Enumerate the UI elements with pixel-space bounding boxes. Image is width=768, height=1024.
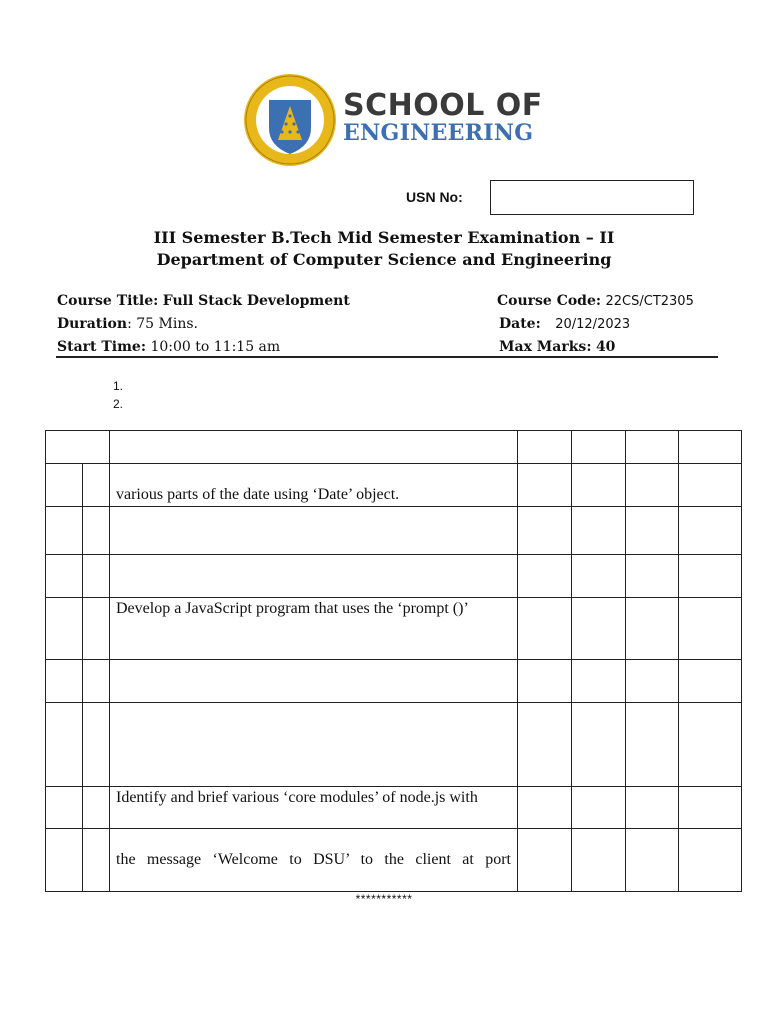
table-cell <box>679 598 742 660</box>
table-cell <box>518 555 572 598</box>
question-cell: Identify and brief various ‘core modules’ of node.js with <box>110 787 518 829</box>
table-cell <box>518 829 572 892</box>
header-divider <box>56 356 718 358</box>
table-cell <box>679 464 742 507</box>
note-item-2: 2. <box>113 397 124 411</box>
table-cell <box>626 507 679 555</box>
course-title-label: Course Title: <box>57 293 159 309</box>
school-name-line1: SCHOOL OF <box>343 88 543 123</box>
table-cell <box>572 598 626 660</box>
table-cell <box>626 829 679 892</box>
end-of-paper-marker: *********** <box>355 892 413 906</box>
table-cell <box>83 555 110 598</box>
question-cell <box>110 703 518 787</box>
table-cell <box>46 598 83 660</box>
table-cell <box>83 598 110 660</box>
table-cell <box>679 829 742 892</box>
table-cell <box>679 555 742 598</box>
table-row <box>46 464 742 507</box>
usn-input-box[interactable] <box>490 180 694 215</box>
table-cell <box>679 703 742 787</box>
table-cell <box>83 829 110 892</box>
duration-label: Duration <box>57 316 128 332</box>
course-title <box>57 293 350 309</box>
table-cell <box>572 787 626 829</box>
table-cell <box>572 555 626 598</box>
question-table <box>45 430 742 892</box>
table-cell <box>679 507 742 555</box>
table-cell <box>679 660 742 703</box>
table-cell <box>626 431 679 464</box>
table-cell <box>83 507 110 555</box>
department-title: Department of Computer Science and Engineering <box>156 250 612 269</box>
table-cell <box>46 703 83 787</box>
table-cell <box>46 660 83 703</box>
table-cell <box>626 787 679 829</box>
table-cell <box>572 507 626 555</box>
usn-label: USN No: <box>406 189 463 205</box>
table-cell <box>46 507 83 555</box>
course-code-value: 22CS/CT2305 <box>605 294 694 309</box>
question-cell: Develop a JavaScript program that uses the ‘prompt ()’ <box>110 598 518 660</box>
table-cell <box>518 464 572 507</box>
max-marks-label: Max Marks: <box>499 339 592 355</box>
school-name-line2: ENGINEERING <box>343 120 534 146</box>
table-row <box>46 598 742 660</box>
table-cell <box>518 598 572 660</box>
table-row <box>46 507 742 555</box>
question-cell <box>110 507 518 555</box>
start-time-label: Start Time: <box>57 339 146 355</box>
table-cell <box>626 703 679 787</box>
table-cell <box>572 464 626 507</box>
table-row <box>46 787 742 829</box>
question-cell: various parts of the date using ‘Date’ object. <box>110 464 518 507</box>
table-cell <box>626 555 679 598</box>
table-cell <box>46 787 83 829</box>
table-header-row <box>46 431 742 464</box>
table-cell <box>572 431 626 464</box>
question-cell <box>110 660 518 703</box>
table-cell <box>626 464 679 507</box>
table-row <box>46 555 742 598</box>
table-row <box>46 829 742 892</box>
question-cell: the message ‘Welcome to DSU’ to the client at port <box>110 829 518 892</box>
table-cell <box>46 555 83 598</box>
table-cell <box>518 703 572 787</box>
table-cell <box>46 829 83 892</box>
note-item-1: 1. <box>113 379 124 393</box>
start-time <box>57 339 280 355</box>
duration-value: : 75 Mins. <box>127 316 198 332</box>
course-code-label: Course Code: <box>497 293 602 309</box>
table-cell <box>626 660 679 703</box>
date-value: 20/12/2023 <box>555 317 631 332</box>
table-row <box>46 660 742 703</box>
table-cell <box>83 703 110 787</box>
table-cell <box>626 598 679 660</box>
max-marks <box>499 339 615 355</box>
exam-date <box>499 316 630 332</box>
date-label: Date: <box>499 316 541 332</box>
course-code <box>497 293 694 309</box>
table-cell <box>46 464 83 507</box>
table-cell <box>572 829 626 892</box>
question-cell <box>110 431 518 464</box>
table-cell <box>518 431 572 464</box>
table-row <box>46 703 742 787</box>
course-title-value: Full Stack Development <box>162 293 350 309</box>
start-time-value: 10:00 to 11:15 am <box>150 339 281 355</box>
table-cell <box>572 703 626 787</box>
table-cell <box>83 660 110 703</box>
table-cell <box>518 507 572 555</box>
table-cell <box>518 787 572 829</box>
table-cell <box>83 464 110 507</box>
max-marks-value: 40 <box>595 339 616 355</box>
table-cell <box>46 431 110 464</box>
table-cell <box>679 787 742 829</box>
table-cell <box>518 660 572 703</box>
table-cell <box>572 660 626 703</box>
table-cell <box>679 431 742 464</box>
table-cell <box>83 787 110 829</box>
exam-title: III Semester B.Tech Mid Semester Examination – II <box>153 228 615 247</box>
question-cell <box>110 555 518 598</box>
duration <box>57 316 198 332</box>
